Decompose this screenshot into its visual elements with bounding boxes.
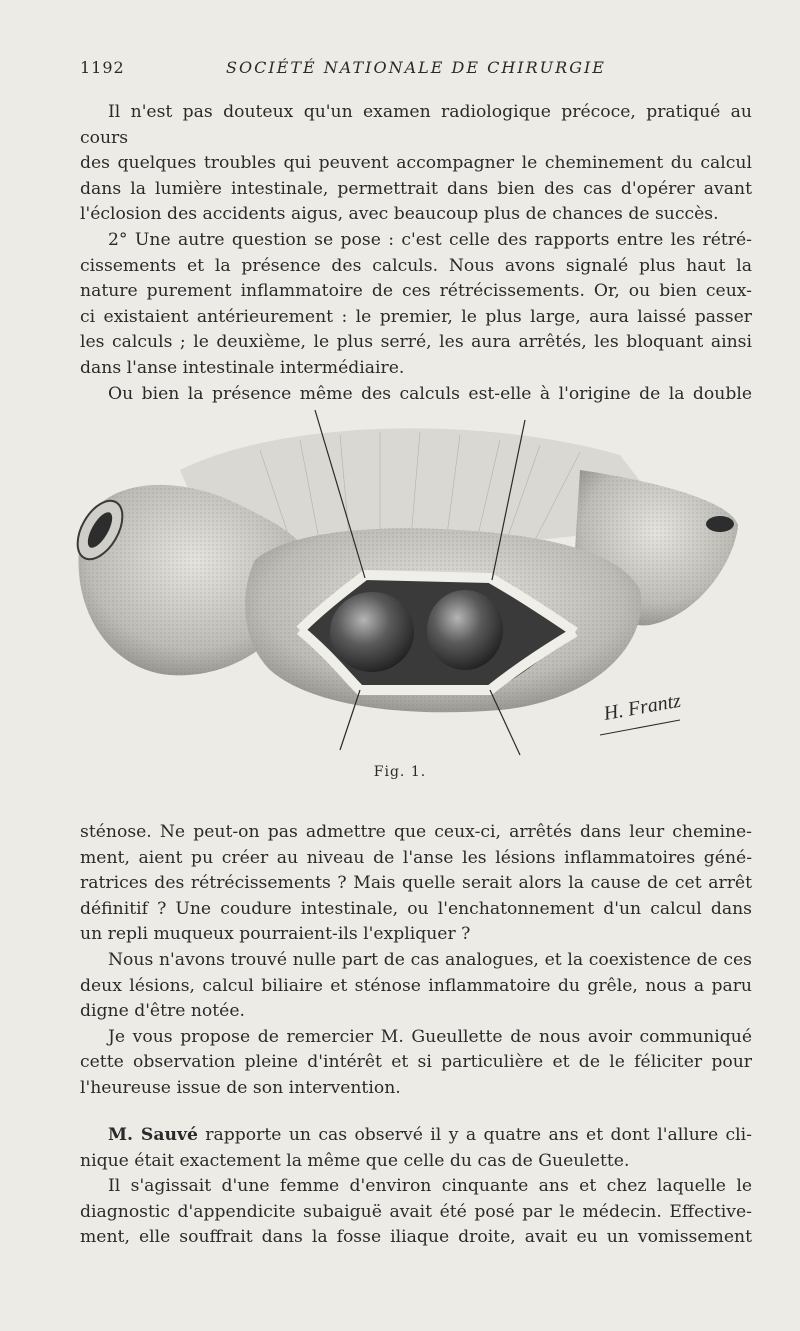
gallstone [427,590,503,670]
sauve-block [80,1123,752,1251]
top-text-block [80,100,752,407]
paragraph-line: Ou bien la présence même des calculs est-elle à l'origine de la double [108,383,752,404]
paragraph-line: sténose. Ne peut-on pas admettre que ceux-ci, arrêtés dans leur chemine- [80,822,752,842]
running-title: SOCIÉTÉ NATIONALE DE CHIRURGIE [226,58,606,77]
page-number: 1192 [80,58,125,77]
right-lumen [706,516,734,532]
paragraph-line: l'éclosion des accidents aigus, avec beaucoup plus de chances de succès. [80,204,719,225]
running-header [80,58,752,84]
paragraph-text: rapporte un cas observé il y a quatre ans et dont l'allure cli- [197,1125,752,1145]
paragraph-line: définitif ? Une coudure intestinale, ou l'enchatonnement d'un calcul dans [80,898,752,919]
paragraph-line: Nous n'avons trouvé nulle part de cas analogues, et la coexistence de ces [108,949,752,970]
artist-signature: H. Frantz [602,689,683,725]
paragraph-line: 2° Une autre question se pose : c'est celle des rapports entre les rétré- [108,229,752,250]
paragraph-line: cissements et la présence des calculs. Nous avons signalé plus haut la [80,255,752,276]
paragraph-line: un repli muqueux pourraient-ils l'expliquer ? [80,924,471,945]
paragraph-line: digne d'être notée. [80,1001,245,1022]
paragraph-line: deux lésions, calcul biliaire et sténose inflammatoire du grêle, nous a paru [80,975,752,996]
paragraph-line: ment, elle souffrait dans la fosse iliaque droite, avait eu un vomissement [80,1227,752,1248]
paragraph-line: dans l'anse intestinale intermédiaire. [80,357,405,378]
paragraph-line: ment, aient pu créer au niveau de l'anse les lésions inflammatoires géné- [80,847,752,868]
paragraph-line: nature purement inflammatoire de ces rétrécissements. Or, ou bien ceux- [80,281,752,302]
figure-caption: Fig. 1. [373,764,427,780]
paragraph-line [80,1123,752,1149]
paragraph-line: dans la lumière intestinale, permettrait dans bien des cas d'opérer avant [80,178,752,199]
paragraph-line: des quelques troubles qui peuvent accompagner le cheminement du calcul [80,153,752,174]
speaker-name: M. Sauvé [108,1125,198,1145]
intestine-illustration [60,400,760,760]
paragraph-line: ratrices des rétrécissements ? Mais quelle serait alors la cause de cet arrêt [80,873,752,894]
gallstone [330,592,414,672]
paragraph-line: Je vous propose de remercier M. Gueullette de nous avoir communiqué [108,1026,752,1047]
paragraph-line: ci existaient antérieurement : le premier, le plus large, aura laissé passer [80,306,752,327]
paragraph-line: cette observation pleine d'intérêt et si particulière et de le féliciter pour [80,1052,752,1073]
paragraph-line: diagnostic d'appendicite subaiguë avait été posé par le médecin. Effective- [80,1201,752,1222]
paragraph-line: Il n'est pas douteux qu'un examen radiologique précoce, pratiqué au cours [80,102,752,148]
paragraph-line: l'heureuse issue de son intervention. [80,1077,401,1098]
paragraph-line: nique était exactement la même que celle du cas de Gueulette. [80,1150,630,1171]
paragraph-line: Il s'agissait d'une femme d'environ cinquante ans et chez laquelle le [108,1176,752,1197]
bottom-text-block [80,820,752,1102]
paragraph-line: les calculs ; le deuxième, le plus serré, les aura arrêtés, les bloquant ainsi [80,332,752,353]
